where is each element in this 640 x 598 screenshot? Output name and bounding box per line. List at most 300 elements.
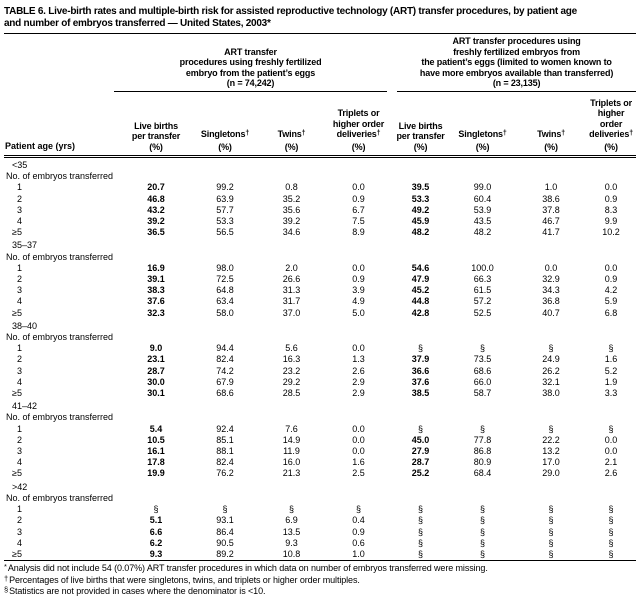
data-cell: 32.3 bbox=[147, 307, 165, 318]
col-header-line: (%) bbox=[149, 141, 163, 152]
group-2-line: freshly fertilized embryos from bbox=[453, 46, 580, 57]
data-cell: 6.7 bbox=[352, 204, 365, 215]
age-group-row bbox=[4, 238, 636, 251]
footnotes bbox=[4, 563, 636, 598]
data-cell: 0.0 bbox=[544, 262, 558, 273]
data-cell: 26.2 bbox=[542, 365, 560, 376]
embryo-count-value: ≥5 bbox=[12, 227, 22, 238]
data-cell: 98.0 bbox=[216, 262, 234, 273]
data-cell: § bbox=[480, 423, 486, 434]
dagger-symbol: † bbox=[561, 129, 565, 137]
data-cell: 17.8 bbox=[147, 457, 165, 468]
data-cell: 5.4 bbox=[149, 423, 163, 434]
data-cell: 82.4 bbox=[216, 354, 234, 365]
group-1-line: procedures using freshly fertilized bbox=[179, 57, 322, 67]
data-cell: 34.3 bbox=[542, 285, 560, 296]
embryo-count-label bbox=[4, 468, 120, 479]
embryo-count-label bbox=[4, 343, 120, 354]
data-cell: 2.9 bbox=[352, 388, 365, 399]
table-row bbox=[4, 205, 636, 216]
data-cell: 1.6 bbox=[604, 354, 618, 365]
data-cell: § bbox=[356, 504, 362, 515]
data-cell: 1.6 bbox=[352, 457, 365, 468]
data-cell: 86.4 bbox=[216, 526, 234, 537]
embryo-count-value: 1 bbox=[16, 262, 22, 273]
data-cell: 52.5 bbox=[473, 307, 492, 318]
table-row bbox=[4, 354, 636, 365]
embryo-count-label bbox=[4, 205, 120, 216]
data-cell: 0.0 bbox=[604, 262, 618, 273]
data-cell: 68.6 bbox=[473, 365, 492, 376]
subheader-row bbox=[4, 332, 636, 343]
data-cell: 29.2 bbox=[282, 376, 301, 387]
data-cell: 9.0 bbox=[149, 343, 163, 354]
data-cell: 0.9 bbox=[604, 193, 618, 204]
age-group-row bbox=[4, 157, 636, 172]
embryo-count-value: 4 bbox=[16, 537, 22, 548]
data-cell: 0.9 bbox=[604, 274, 618, 285]
data-cell: 53.3 bbox=[411, 193, 430, 204]
data-cell: 0.0 bbox=[352, 262, 365, 273]
table-row bbox=[4, 388, 636, 399]
data-cell: § bbox=[548, 548, 554, 559]
data-cell: 2.5 bbox=[352, 468, 365, 479]
data-cell: 60.4 bbox=[473, 193, 492, 204]
data-cell: 10.5 bbox=[147, 434, 165, 445]
data-cell: § bbox=[418, 526, 424, 537]
data-cell: § bbox=[480, 537, 486, 548]
embryo-count-label bbox=[4, 194, 120, 205]
table-row bbox=[4, 296, 636, 307]
data-cell: 21.3 bbox=[282, 468, 301, 479]
data-cell: 38.5 bbox=[411, 388, 430, 399]
data-cell: 30.0 bbox=[147, 376, 165, 387]
data-cell: 58.7 bbox=[473, 388, 492, 399]
age-group-label: <35 bbox=[12, 160, 28, 170]
data-cell: § bbox=[608, 504, 614, 515]
embryos-transferred-subheader: No. of embryos transferred bbox=[6, 171, 114, 182]
table-row bbox=[4, 446, 636, 457]
footnote-text: Statistics are not provided in cases where the denominator is <10. bbox=[9, 586, 266, 597]
col-header bbox=[516, 92, 586, 157]
data-cell: 43.5 bbox=[473, 216, 492, 227]
group-header-fresh-embryo bbox=[120, 36, 392, 92]
data-cell: 92.4 bbox=[216, 423, 234, 434]
data-cell: § bbox=[548, 423, 554, 434]
data-cell: 22.2 bbox=[542, 434, 560, 445]
table-row bbox=[4, 366, 636, 377]
art-birth-rates-table bbox=[4, 36, 636, 560]
data-cell: 100.0 bbox=[471, 262, 494, 273]
embryos-transferred-subheader: No. of embryos transferred bbox=[6, 412, 114, 423]
data-cell: 37.6 bbox=[147, 296, 165, 307]
col-header-line: Twins† bbox=[537, 129, 565, 139]
data-cell: 53.3 bbox=[216, 216, 234, 227]
embryo-count-label bbox=[4, 527, 120, 538]
col-header-line: Singletons† bbox=[458, 129, 507, 139]
data-cell: 3.3 bbox=[604, 388, 618, 399]
data-cell: 85.1 bbox=[216, 434, 234, 445]
data-cell: 35.2 bbox=[282, 193, 301, 204]
data-cell: 38.3 bbox=[147, 285, 165, 296]
col-header-line: Triplets or bbox=[337, 108, 380, 118]
footnote-dagger bbox=[4, 575, 636, 587]
data-cell: § bbox=[418, 537, 424, 548]
embryo-count-label bbox=[4, 216, 120, 227]
age-group-row bbox=[4, 399, 636, 412]
dagger-symbol: † bbox=[629, 129, 633, 137]
data-cell: § bbox=[548, 504, 554, 515]
embryo-count-value: ≥5 bbox=[12, 388, 22, 399]
data-cell: 67.9 bbox=[216, 376, 234, 387]
col-header bbox=[392, 92, 449, 157]
data-cell: 56.5 bbox=[216, 227, 234, 238]
embryo-count-value: ≥5 bbox=[12, 307, 22, 318]
data-cell: 77.8 bbox=[473, 434, 492, 445]
embryo-count-value: 1 bbox=[16, 504, 22, 515]
data-cell: 63.4 bbox=[216, 296, 234, 307]
data-cell: § bbox=[480, 343, 486, 354]
col-header-line: (%) bbox=[284, 141, 299, 152]
data-cell: 17.0 bbox=[542, 457, 560, 468]
data-cell: 8.3 bbox=[604, 204, 618, 215]
group-header-row bbox=[4, 36, 636, 92]
table-row bbox=[4, 549, 636, 560]
embryo-count-label bbox=[4, 377, 120, 388]
table-row bbox=[4, 457, 636, 468]
data-cell: 36.6 bbox=[411, 365, 430, 376]
data-cell: 76.2 bbox=[216, 468, 234, 479]
data-cell: § bbox=[480, 504, 486, 515]
col-header-line: higher order bbox=[332, 118, 385, 129]
data-cell: 9.9 bbox=[604, 216, 618, 227]
col-header-line: Live births bbox=[398, 120, 443, 131]
data-cell: § bbox=[418, 515, 424, 526]
col-header bbox=[258, 92, 325, 157]
embryo-count-label bbox=[4, 504, 120, 515]
data-cell: 39.1 bbox=[147, 274, 165, 285]
data-cell: 66.3 bbox=[473, 274, 492, 285]
data-cell: 57.7 bbox=[216, 204, 234, 215]
column-header-row bbox=[4, 92, 636, 157]
data-cell: 36.5 bbox=[147, 227, 165, 238]
age-group-label: 38–40 bbox=[12, 320, 38, 331]
data-cell: 1.9 bbox=[604, 376, 618, 387]
col-header bbox=[325, 92, 392, 157]
dagger-symbol: † bbox=[245, 129, 250, 137]
data-cell: 2.1 bbox=[604, 457, 618, 468]
data-cell: 73.5 bbox=[473, 354, 492, 365]
group-header-more-embryos-available bbox=[392, 36, 636, 92]
data-cell: 47.9 bbox=[411, 274, 430, 285]
data-cell: 14.9 bbox=[282, 434, 301, 445]
age-group-label: >42 bbox=[12, 481, 28, 492]
asterisk-symbol: * bbox=[4, 562, 7, 572]
data-cell: 2.6 bbox=[352, 365, 365, 376]
data-cell: 90.5 bbox=[216, 537, 234, 548]
data-cell: 0.0 bbox=[604, 182, 618, 193]
embryo-count-label bbox=[4, 308, 120, 319]
data-cell: 24.9 bbox=[542, 354, 560, 365]
data-cell: § bbox=[608, 423, 614, 434]
data-cell: § bbox=[418, 343, 424, 354]
embryo-count-value: 3 bbox=[16, 204, 22, 215]
embryo-count-label bbox=[4, 274, 120, 285]
data-cell: 82.4 bbox=[216, 457, 234, 468]
col-header-line: Twins† bbox=[277, 129, 306, 139]
data-cell: 5.0 bbox=[352, 307, 365, 318]
embryo-count-label bbox=[4, 182, 120, 193]
data-cell: 0.0 bbox=[352, 446, 365, 457]
data-cell: 19.9 bbox=[147, 468, 165, 479]
data-cell: 37.0 bbox=[282, 307, 301, 318]
embryo-count-label bbox=[4, 285, 120, 296]
footnote-text: Percentages of live births that were singletons, twins, and triplets or higher order multiples. bbox=[9, 574, 360, 585]
group-1-line: embryo from the patient’s eggs bbox=[185, 67, 316, 78]
data-cell: 80.9 bbox=[473, 457, 492, 468]
embryo-count-value: 2 bbox=[16, 193, 22, 204]
data-cell: 1.0 bbox=[352, 548, 365, 559]
embryo-count-value: 2 bbox=[16, 434, 22, 445]
table-title bbox=[4, 6, 636, 30]
data-cell: 35.6 bbox=[282, 204, 301, 215]
data-cell: 27.9 bbox=[411, 446, 430, 457]
data-cell: 48.2 bbox=[473, 227, 492, 238]
data-cell: 8.9 bbox=[352, 227, 365, 238]
embryo-count-label bbox=[4, 424, 120, 435]
group-2-line: the patient’s eggs (limited to women known to bbox=[421, 57, 612, 67]
data-cell: 0.0 bbox=[604, 446, 618, 457]
table-row bbox=[4, 468, 636, 479]
data-cell: 45.2 bbox=[411, 285, 430, 296]
embryos-transferred-subheader: No. of embryos transferred bbox=[6, 251, 114, 262]
embryo-count-value: 4 bbox=[16, 376, 22, 387]
subheader-row bbox=[4, 493, 636, 504]
data-cell: 23.1 bbox=[147, 354, 165, 365]
data-cell: 25.2 bbox=[411, 468, 430, 479]
data-cell: 2.0 bbox=[285, 262, 298, 273]
data-cell: 3.9 bbox=[352, 285, 365, 296]
data-cell: 37.8 bbox=[542, 204, 560, 215]
embryo-count-value: 3 bbox=[16, 285, 22, 296]
data-cell: 34.6 bbox=[282, 227, 301, 238]
data-cell: 58.0 bbox=[216, 307, 234, 318]
table-row bbox=[4, 504, 636, 515]
col-header bbox=[449, 92, 516, 157]
table-row bbox=[4, 308, 636, 319]
data-cell: 99.2 bbox=[216, 182, 234, 193]
data-cell: 26.6 bbox=[282, 274, 301, 285]
embryo-count-value: 2 bbox=[16, 274, 22, 285]
data-cell: § bbox=[480, 515, 486, 526]
embryo-count-value: 1 bbox=[16, 182, 22, 193]
data-cell: 43.2 bbox=[147, 204, 165, 215]
data-cell: 0.6 bbox=[352, 537, 365, 548]
data-cell: § bbox=[608, 343, 614, 354]
data-cell: 31.3 bbox=[282, 285, 301, 296]
data-cell: 54.6 bbox=[411, 262, 430, 273]
data-cell: 6.6 bbox=[149, 526, 163, 537]
data-cell: 44.8 bbox=[411, 296, 430, 307]
data-cell: 63.9 bbox=[216, 193, 234, 204]
dagger-symbol: † bbox=[502, 129, 507, 137]
data-cell: 1.0 bbox=[544, 182, 558, 193]
subheader-row bbox=[4, 412, 636, 423]
data-cell: 39.2 bbox=[282, 216, 301, 227]
data-cell: 42.8 bbox=[411, 307, 430, 318]
data-cell: 10.8 bbox=[282, 548, 301, 559]
embryo-count-value: 1 bbox=[16, 423, 22, 434]
data-cell: 5.6 bbox=[285, 343, 298, 354]
data-cell: § bbox=[222, 504, 228, 515]
data-cell: 13.5 bbox=[282, 526, 301, 537]
data-cell: 46.7 bbox=[542, 216, 560, 227]
data-cell: § bbox=[153, 504, 159, 515]
data-cell: 49.2 bbox=[411, 204, 430, 215]
data-cell: 0.0 bbox=[352, 434, 365, 445]
embryo-count-value: 2 bbox=[16, 354, 22, 365]
table-row bbox=[4, 515, 636, 526]
data-cell: 39.5 bbox=[411, 182, 430, 193]
data-cell: § bbox=[418, 504, 424, 515]
table-row bbox=[4, 274, 636, 285]
data-cell: 48.2 bbox=[411, 227, 430, 238]
data-cell: 39.2 bbox=[147, 216, 165, 227]
data-cell: 10.2 bbox=[602, 227, 620, 238]
data-cell: 7.5 bbox=[352, 216, 365, 227]
col-header-line: (%) bbox=[413, 141, 428, 152]
embryo-count-label bbox=[4, 263, 120, 274]
data-cell: 45.0 bbox=[411, 434, 430, 445]
data-cell: 0.9 bbox=[352, 193, 365, 204]
data-cell: 61.5 bbox=[473, 285, 492, 296]
data-cell: 0.0 bbox=[352, 423, 365, 434]
data-cell: 31.7 bbox=[282, 296, 301, 307]
data-cell: 2.6 bbox=[604, 468, 618, 479]
col-header-line: Live births bbox=[134, 120, 178, 131]
embryo-count-label bbox=[4, 549, 120, 560]
footnote-section-sign bbox=[4, 586, 636, 598]
data-cell: § bbox=[480, 548, 486, 559]
embryo-count-value: 3 bbox=[16, 446, 22, 457]
col-header-line: higher order bbox=[597, 108, 625, 129]
data-cell: 28.7 bbox=[147, 365, 165, 376]
table-row bbox=[4, 182, 636, 193]
data-cell: 89.2 bbox=[216, 548, 234, 559]
table-title-line-1: TABLE 6. Live-birth rates and multiple-birth risk for assisted reproductive technology (ART) transfer procedures, by patient age bbox=[4, 6, 577, 17]
data-cell: § bbox=[548, 343, 554, 354]
data-cell: 0.0 bbox=[352, 343, 365, 354]
data-cell: § bbox=[418, 548, 424, 559]
col-header-line: (%) bbox=[544, 141, 558, 152]
data-cell: 37.9 bbox=[411, 354, 430, 365]
data-cell: 68.4 bbox=[473, 468, 492, 479]
data-cell: 23.2 bbox=[282, 365, 301, 376]
data-cell: § bbox=[548, 526, 554, 537]
embryo-count-value: 4 bbox=[16, 216, 22, 227]
dagger-symbol: † bbox=[4, 573, 9, 583]
data-cell: 6.9 bbox=[285, 515, 298, 526]
data-cell: 2.9 bbox=[352, 376, 365, 387]
data-cell: 20.7 bbox=[147, 182, 165, 193]
age-group-label: 35–37 bbox=[12, 240, 38, 251]
data-cell: 6.8 bbox=[604, 307, 618, 318]
data-cell: 38.6 bbox=[542, 193, 560, 204]
data-cell: 0.9 bbox=[352, 274, 365, 285]
group-1-n-value: (n = 74,242) bbox=[226, 78, 275, 88]
data-cell: 0.9 bbox=[352, 526, 365, 537]
data-cell: 66.0 bbox=[473, 376, 492, 387]
embryo-count-label bbox=[4, 227, 120, 238]
data-cell: 0.4 bbox=[352, 515, 365, 526]
embryo-count-value: 2 bbox=[16, 515, 22, 526]
footnote-asterisk bbox=[4, 563, 636, 575]
age-group-label: 41–42 bbox=[12, 401, 38, 412]
subheader-row bbox=[4, 252, 636, 263]
data-cell: § bbox=[418, 423, 424, 434]
table-row bbox=[4, 194, 636, 205]
data-cell: 0.8 bbox=[285, 182, 298, 193]
table-body bbox=[4, 157, 636, 561]
data-cell: 88.1 bbox=[216, 446, 234, 457]
age-group-row bbox=[4, 480, 636, 493]
data-cell: 57.2 bbox=[473, 296, 492, 307]
table-bottom-divider bbox=[4, 560, 636, 561]
embryo-count-label bbox=[4, 538, 120, 549]
group-2-line: ART transfer procedures using bbox=[452, 36, 581, 46]
table-row bbox=[4, 285, 636, 296]
col-header-line: (%) bbox=[604, 141, 618, 152]
data-cell: 38.0 bbox=[542, 388, 560, 399]
data-cell: § bbox=[608, 515, 614, 526]
data-cell: 1.3 bbox=[352, 354, 365, 365]
table-row bbox=[4, 216, 636, 227]
data-cell: 53.9 bbox=[473, 204, 492, 215]
data-cell: 5.9 bbox=[604, 296, 618, 307]
embryo-count-value: ≥5 bbox=[12, 548, 22, 559]
data-cell: § bbox=[288, 504, 294, 515]
data-cell: 16.0 bbox=[282, 457, 301, 468]
data-cell: 11.9 bbox=[283, 446, 300, 457]
data-cell: § bbox=[548, 515, 554, 526]
data-cell: 72.5 bbox=[216, 274, 234, 285]
embryos-transferred-subheader: No. of embryos transferred bbox=[6, 332, 114, 343]
table-row bbox=[4, 538, 636, 549]
data-cell: 16.1 bbox=[147, 446, 165, 457]
data-cell: § bbox=[548, 537, 554, 548]
group-2-line: have more embryos available than transferred) bbox=[419, 67, 614, 78]
embryos-transferred-subheader: No. of embryos transferred bbox=[6, 492, 114, 503]
data-cell: 32.1 bbox=[542, 376, 560, 387]
col-header-line: per transfer bbox=[396, 131, 445, 141]
embryo-count-value: 3 bbox=[16, 365, 22, 376]
data-cell: 36.8 bbox=[542, 296, 560, 307]
embryo-count-label bbox=[4, 435, 120, 446]
data-cell: 28.7 bbox=[411, 457, 430, 468]
embryo-count-label bbox=[4, 457, 120, 468]
data-cell: 16.9 bbox=[147, 262, 165, 273]
data-cell: 9.3 bbox=[285, 537, 298, 548]
data-cell: 6.2 bbox=[149, 537, 163, 548]
data-cell: 28.5 bbox=[282, 388, 301, 399]
embryo-count-value: ≥5 bbox=[12, 468, 22, 479]
col-header bbox=[586, 92, 636, 157]
embryo-count-value: 4 bbox=[16, 457, 22, 468]
data-cell: 37.6 bbox=[411, 376, 430, 387]
stub-header: Patient age (yrs) bbox=[4, 92, 120, 157]
col-header-line: Singletons† bbox=[200, 129, 250, 139]
data-cell: 99.0 bbox=[473, 182, 492, 193]
